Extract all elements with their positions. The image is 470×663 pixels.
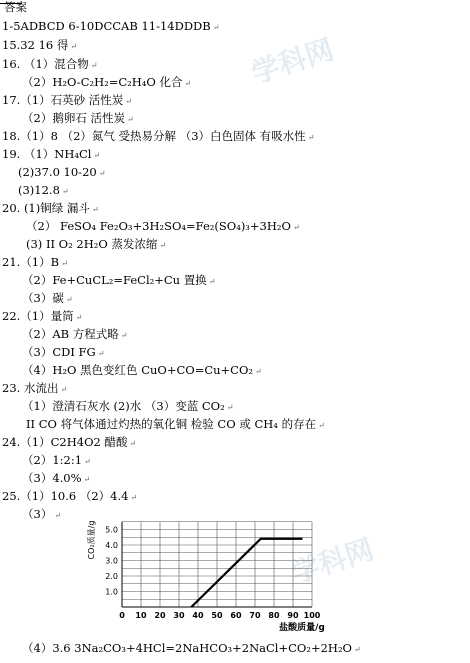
y-tick-label: 4.0 <box>105 541 118 550</box>
co2-series-line <box>191 539 302 607</box>
x-tick-label: 70 <box>249 611 261 620</box>
answer-line: 25.（1）10.6 （2）4.4 ↵ <box>2 489 138 503</box>
x-tick-label: 80 <box>268 611 280 620</box>
answer-line: 24.（1）C2H4O2 醋酸 ↵ <box>2 435 137 449</box>
x-tick-label: 40 <box>192 611 204 620</box>
answer-line: 18.（1）8 （2）氮气 受热易分解 （3）白色固体 有吸水性 ↵ <box>2 129 315 143</box>
x-tick-labels <box>119 611 321 620</box>
answer-line: （3）碳 ↵ <box>22 291 73 305</box>
y-axis-label: CO₂质量/g <box>87 520 96 560</box>
x-tick-label: 90 <box>287 611 299 620</box>
answer-line: （2）AB 方程式略 ↵ <box>22 327 128 341</box>
answer-line: 15.32 16 得 ↵ <box>2 38 78 52</box>
answer-line: 20. (1)铜绿 漏斗 ↵ <box>2 201 99 215</box>
x-tick-label: 100 <box>303 611 321 620</box>
x-tick-label: 60 <box>230 611 242 620</box>
answer-line: 22.（1）量筒 ↵ <box>2 309 83 323</box>
y-tick-label: 2.0 <box>105 572 118 581</box>
answer-line: （2） FeSO₄ Fe₂O₃+3H₂SO₄=Fe₂(SO₄)₃+3H₂O ↵ <box>26 219 300 233</box>
answer-line: （3）CDI FG ↵ <box>22 345 105 359</box>
x-axis-label: 盐酸质量/g <box>279 623 325 633</box>
y-tick-label: 1.0 <box>105 587 118 597</box>
co2-mass-chart <box>80 500 340 634</box>
y-tick-labels <box>105 526 118 597</box>
answer-line: (3)12.8 ↵ <box>18 183 69 197</box>
answer-line: II CO 将气体通过灼热的氧化铜 检验 CO 或 CH₄ 的存在 ↵ <box>26 417 325 431</box>
watermark: 学科网 <box>247 32 338 91</box>
answer-line: 21.（1）B ↵ <box>2 255 68 269</box>
answer-heading: 答案 <box>4 0 27 14</box>
answer-line: (3) II O₂ 2H₂O 蒸发浓缩 ↵ <box>26 237 167 251</box>
x-tick-label: 0 <box>119 611 125 620</box>
x-tick-label: 10 <box>135 611 147 620</box>
answer-line: （4）H₂O 黑色变红色 CuO+CO=Cu+CO₂ ↵ <box>22 363 262 377</box>
answer-line: 16. （1）混合物 ↵ <box>2 57 98 71</box>
chart-series <box>191 539 302 607</box>
answer-line: （3） ↵ <box>22 507 62 521</box>
answer-line: （3）4.0% ↵ <box>22 471 91 485</box>
answer-line: （4）3.6 3Na₂CO₃+4HCl=2NaHCO₃+2NaCl+CO₂+2H₂O ↵ <box>22 641 361 655</box>
answer-line: 23. 水流出 ↵ <box>2 381 68 395</box>
x-tick-label: 20 <box>154 611 166 620</box>
y-tick-label: 5.0 <box>105 525 118 535</box>
answer-line: (2)37.0 10-20 ↵ <box>18 165 106 179</box>
x-tick-label: 50 <box>211 611 223 620</box>
x-tick-label: 30 <box>173 611 185 620</box>
answer-line: 1-5ADBCD 6-10DCCAB 11-14DDDB ↵ <box>2 19 220 33</box>
y-tick-label: 3.0 <box>105 556 118 566</box>
answer-line: 17.（1）石英砂 活性炭 ↵ <box>2 93 132 107</box>
answer-line: （2）H₂O-C₂H₂=C₂H₄O 化合 ↵ <box>22 75 192 89</box>
watermark: 学科网 <box>287 532 378 591</box>
answer-line: （2）鹅卵石 活性炭 ↵ <box>22 111 134 125</box>
answer-line: （2）Fe+CuCL₂=FeCl₂+Cu 置换 ↵ <box>22 273 216 287</box>
answer-line: （1）澄清石灰水 (2)水 （3）变蓝 CO₂ ↵ <box>22 399 234 413</box>
answer-line: 19. （1）NH₄Cl ↵ <box>2 147 101 161</box>
answer-line: （2）1:2:1 ↵ <box>22 453 91 467</box>
chart-grid <box>122 522 312 607</box>
